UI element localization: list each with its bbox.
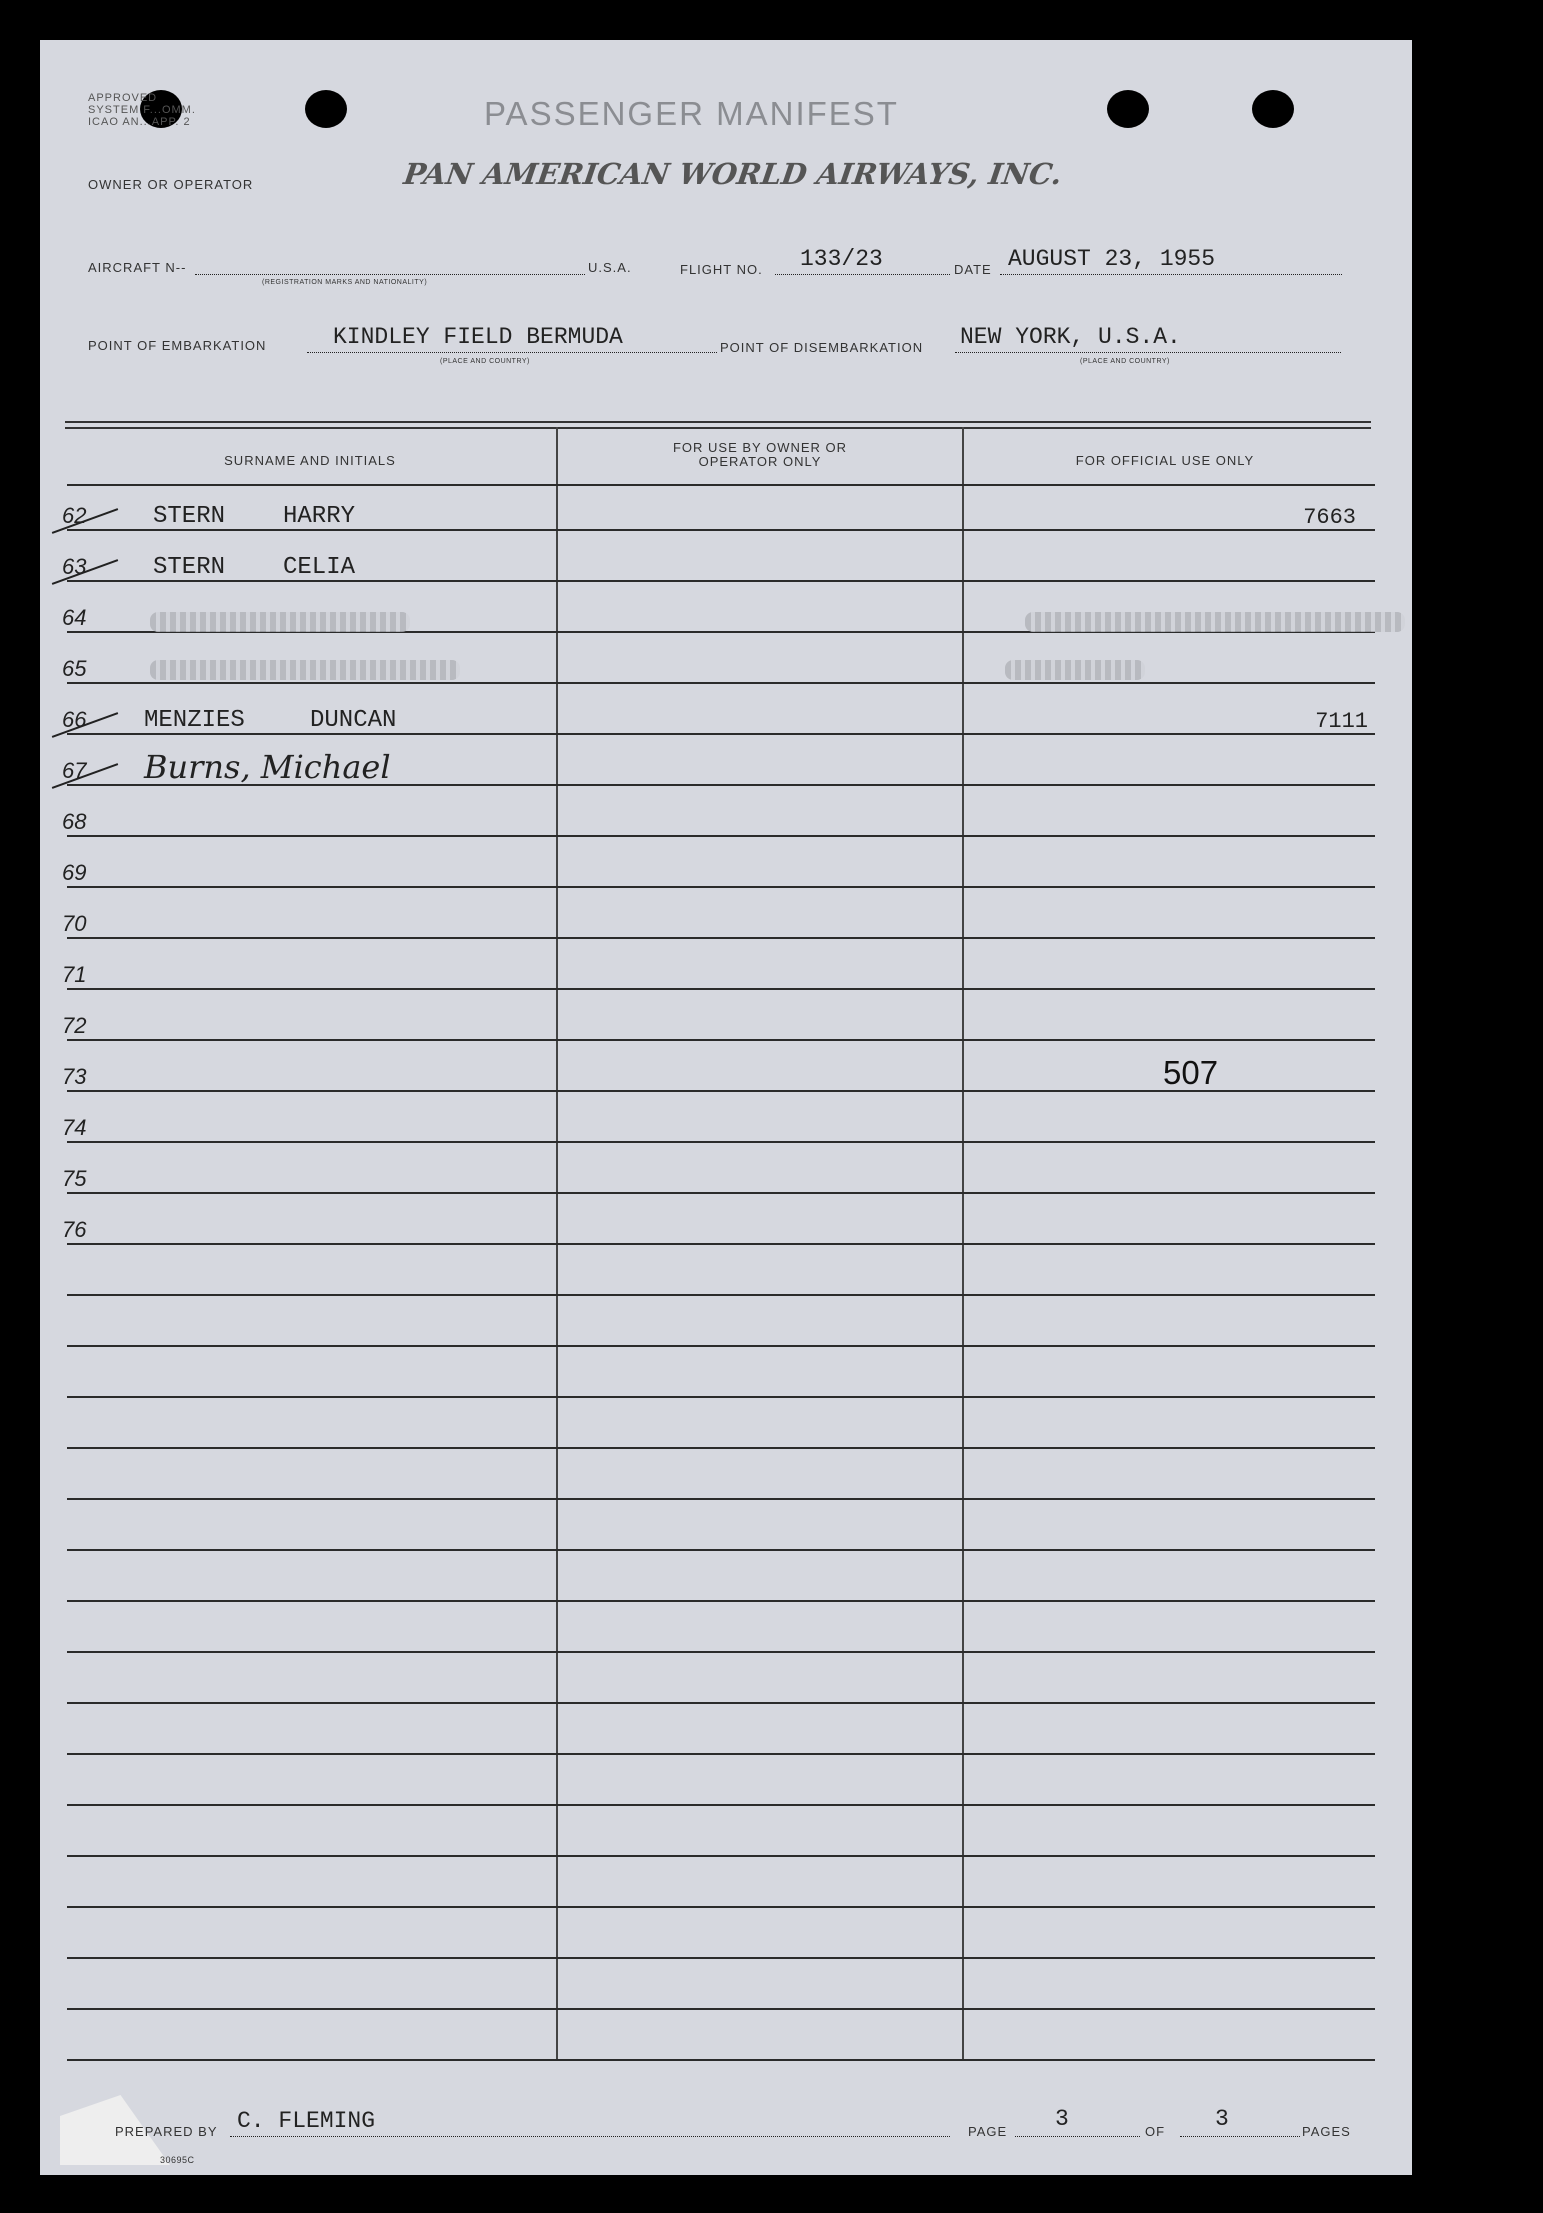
of-label: OF: [1145, 2124, 1166, 2139]
redacted-entry: [1005, 660, 1145, 680]
flight-number: 133/23: [800, 246, 883, 272]
official-code: 7663: [1303, 505, 1356, 530]
row-number: 76: [62, 1217, 87, 1242]
flight-date: AUGUST 23, 1955: [1008, 246, 1216, 272]
aircraft-label: AIRCRAFT N--: [88, 260, 187, 275]
form-number: 30695C: [160, 2155, 195, 2165]
embark-sublabel: (PLACE AND COUNTRY): [440, 358, 530, 365]
passenger-given-name: DUNCAN: [310, 707, 397, 734]
page-label: PAGE: [968, 2124, 1008, 2139]
passenger-given-name: HARRY: [283, 503, 356, 530]
row-number: 66: [62, 707, 87, 732]
redacted-entry: [150, 660, 460, 680]
surname-column-header: SURNAME AND INITIALS: [224, 453, 396, 468]
punch-hole: [1107, 90, 1149, 128]
punch-hole: [305, 90, 347, 128]
prepared-by: C. FLEMING: [237, 2108, 376, 2134]
passenger-surname: MENZIES: [144, 707, 245, 734]
embark-label: POINT OF EMBARKATION: [88, 338, 267, 353]
redacted-entry: [150, 612, 410, 632]
owner-label: OWNER OR OPERATOR: [88, 177, 254, 192]
prepared-label: PREPARED BY: [115, 2124, 218, 2139]
nationality: U.S.A.: [588, 260, 632, 275]
flight-label: FLIGHT NO.: [680, 262, 763, 277]
disembark-label: POINT OF DISEMBARKATION: [720, 340, 924, 355]
redacted-entry: [1025, 612, 1405, 632]
official-column-header: FOR OFFICIAL USE ONLY: [1075, 453, 1255, 468]
row-number: 67: [62, 758, 87, 783]
row-number: 74: [62, 1115, 87, 1140]
row-number: 62: [62, 503, 87, 528]
row-number: 75: [62, 1166, 87, 1191]
passenger-given-name: CELIA: [283, 554, 356, 581]
embark-point: KINDLEY FIELD BERMUDA: [333, 324, 623, 350]
row-number: 64: [62, 605, 87, 630]
form-title: PASSENGER MANIFEST: [484, 95, 899, 132]
page-number: 3: [1055, 2106, 1069, 2132]
row-number: 72: [62, 1013, 87, 1038]
approval-stamp: APPROVED SYSTEM F...OMM. ICAO AN...APP. 2: [88, 92, 196, 128]
punch-hole: [1252, 90, 1294, 128]
owner-column-header: FOR USE BY OWNER OR OPERATOR ONLY: [672, 440, 848, 469]
row-number: 68: [62, 809, 87, 834]
row-number: 71: [62, 962, 87, 987]
passenger-surname: STERN: [153, 554, 226, 581]
passenger-surname: STERN: [153, 503, 226, 530]
total-pages: 3: [1215, 2106, 1229, 2132]
row-number: 69: [62, 860, 87, 885]
header-rule: [65, 421, 1371, 429]
handwritten-passenger-name: Burns, Michael: [144, 748, 391, 786]
row-number: 63: [62, 554, 87, 579]
disembark-sublabel: (PLACE AND COUNTRY): [1080, 358, 1170, 365]
row-number: 65: [62, 656, 87, 681]
official-number: 507: [1163, 1054, 1219, 1091]
row-number: 70: [62, 911, 87, 936]
row-number: 73: [62, 1064, 87, 1089]
aircraft-sublabel: (REGISTRATION MARKS AND NATIONALITY): [262, 279, 428, 286]
disembark-point: NEW YORK, U.S.A.: [960, 324, 1181, 350]
official-code: 7111: [1315, 709, 1368, 734]
airline-name: PAN AMERICAN WORLD AIRWAYS, INC.: [401, 157, 1065, 191]
pages-label: PAGES: [1302, 2124, 1351, 2139]
date-label: DATE: [954, 262, 992, 277]
